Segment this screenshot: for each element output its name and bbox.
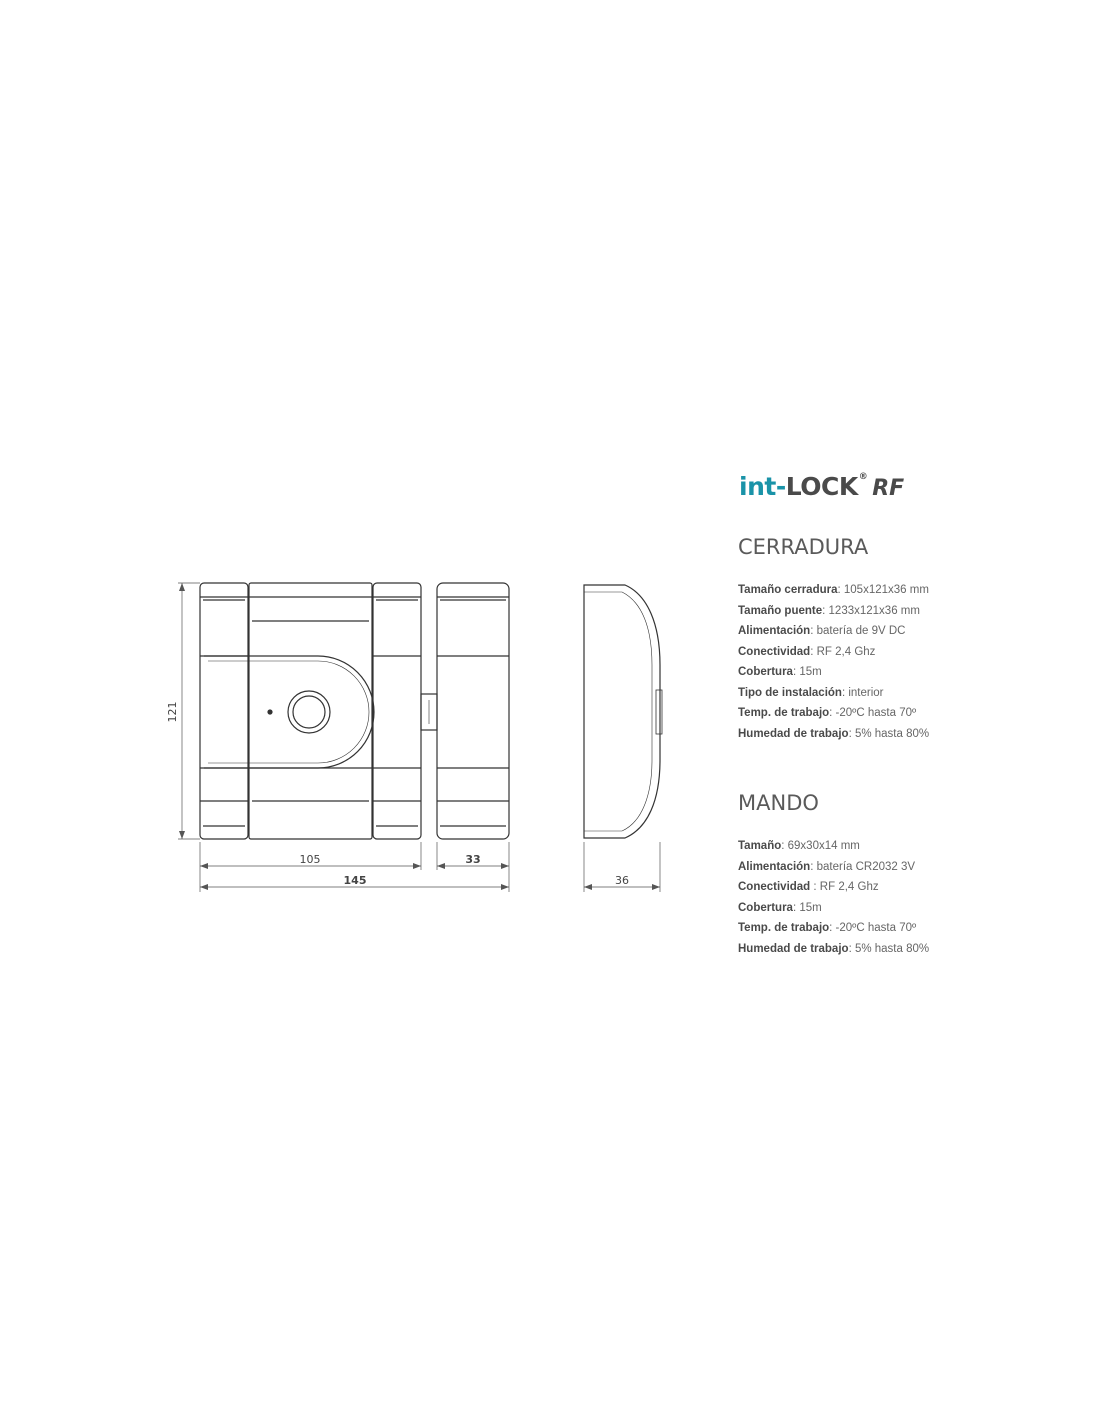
- spec-item: [738, 877, 929, 898]
- spec-value: : 15m: [792, 901, 822, 914]
- spec-value: : batería CR2032 3V: [810, 860, 916, 873]
- cerradura-spec-list: [738, 580, 929, 744]
- spec-key: Tipo de instalación: [738, 686, 842, 699]
- spec-item: [738, 662, 929, 683]
- spec-value: : 69x30x14 mm: [781, 840, 860, 852]
- spec-key: Tamaño puente: [738, 604, 823, 617]
- logo-registered-mark: ®: [858, 472, 868, 482]
- logo-separator: -: [775, 472, 786, 501]
- brand-logo: [739, 472, 904, 501]
- lock-side-view: [584, 585, 662, 838]
- spec-value: : RF 2,4 Ghz: [810, 645, 876, 658]
- spec-item: [738, 918, 929, 939]
- spec-item: [738, 857, 929, 878]
- spec-item: [738, 642, 929, 663]
- cerradura-title: CERRADURA: [738, 535, 869, 559]
- spec-value: : 5% hasta 80%: [848, 727, 930, 740]
- dim-depth-label: 36: [615, 874, 629, 887]
- spec-value: : -20ºC hasta 70º: [829, 922, 917, 934]
- spec-value: : -20ºC hasta 70º: [829, 707, 917, 719]
- spec-item: [738, 939, 929, 960]
- fingerprint-reader-icon: [288, 691, 330, 733]
- spec-key: Tamaño cerradura: [738, 584, 838, 596]
- spec-key: Alimentación: [738, 860, 811, 873]
- spec-item: [738, 724, 929, 745]
- spec-item: [738, 621, 929, 642]
- dim-lock-width-label: 105: [299, 853, 321, 866]
- spec-item: [738, 580, 929, 601]
- spec-value: : interior: [841, 686, 884, 699]
- spec-value: : 105x121x36 mm: [837, 584, 929, 596]
- spec-key: Temp. de trabajo: [738, 922, 830, 934]
- logo-lock: LOCK: [785, 472, 858, 501]
- status-led-icon: [268, 710, 272, 714]
- spec-item: [738, 898, 929, 919]
- dim-height-label: 121: [166, 701, 179, 723]
- spec-item: [738, 683, 929, 704]
- spec-key: Conectividad: [738, 645, 811, 658]
- bolt-connector: [421, 694, 437, 730]
- spec-key: Alimentación: [738, 625, 811, 637]
- bridge-front-view: [437, 583, 509, 839]
- dim-total-width-label: 145: [343, 874, 367, 887]
- logo-int: int: [739, 472, 776, 501]
- spec-item: [738, 703, 929, 724]
- logo-rf: RF: [872, 476, 905, 501]
- spec-key: Cobertura: [738, 666, 793, 678]
- spec-value: : 5% hasta 80%: [848, 942, 930, 955]
- spec-key: Conectividad: [738, 881, 814, 893]
- mando-title: MANDO: [738, 791, 819, 815]
- spec-key: Temp. de trabajo: [738, 707, 830, 719]
- spec-key: Humedad de trabajo: [738, 727, 849, 740]
- spec-value: : 1233x121x36 mm: [822, 604, 920, 617]
- dim-bridge-width-label: 33: [465, 853, 481, 866]
- spec-item: [738, 836, 929, 857]
- spec-key: Cobertura: [738, 901, 793, 914]
- spec-value: : batería de 9V DC: [810, 625, 906, 637]
- lock-body-front-view: [200, 583, 421, 839]
- mando-spec-list: [738, 836, 929, 959]
- spec-key: Humedad de trabajo: [738, 942, 849, 955]
- spec-key: Tamaño: [738, 840, 782, 852]
- spec-value: : RF 2,4 Ghz: [813, 881, 879, 893]
- spec-item: [738, 601, 929, 622]
- spec-value: : 15m: [792, 666, 822, 678]
